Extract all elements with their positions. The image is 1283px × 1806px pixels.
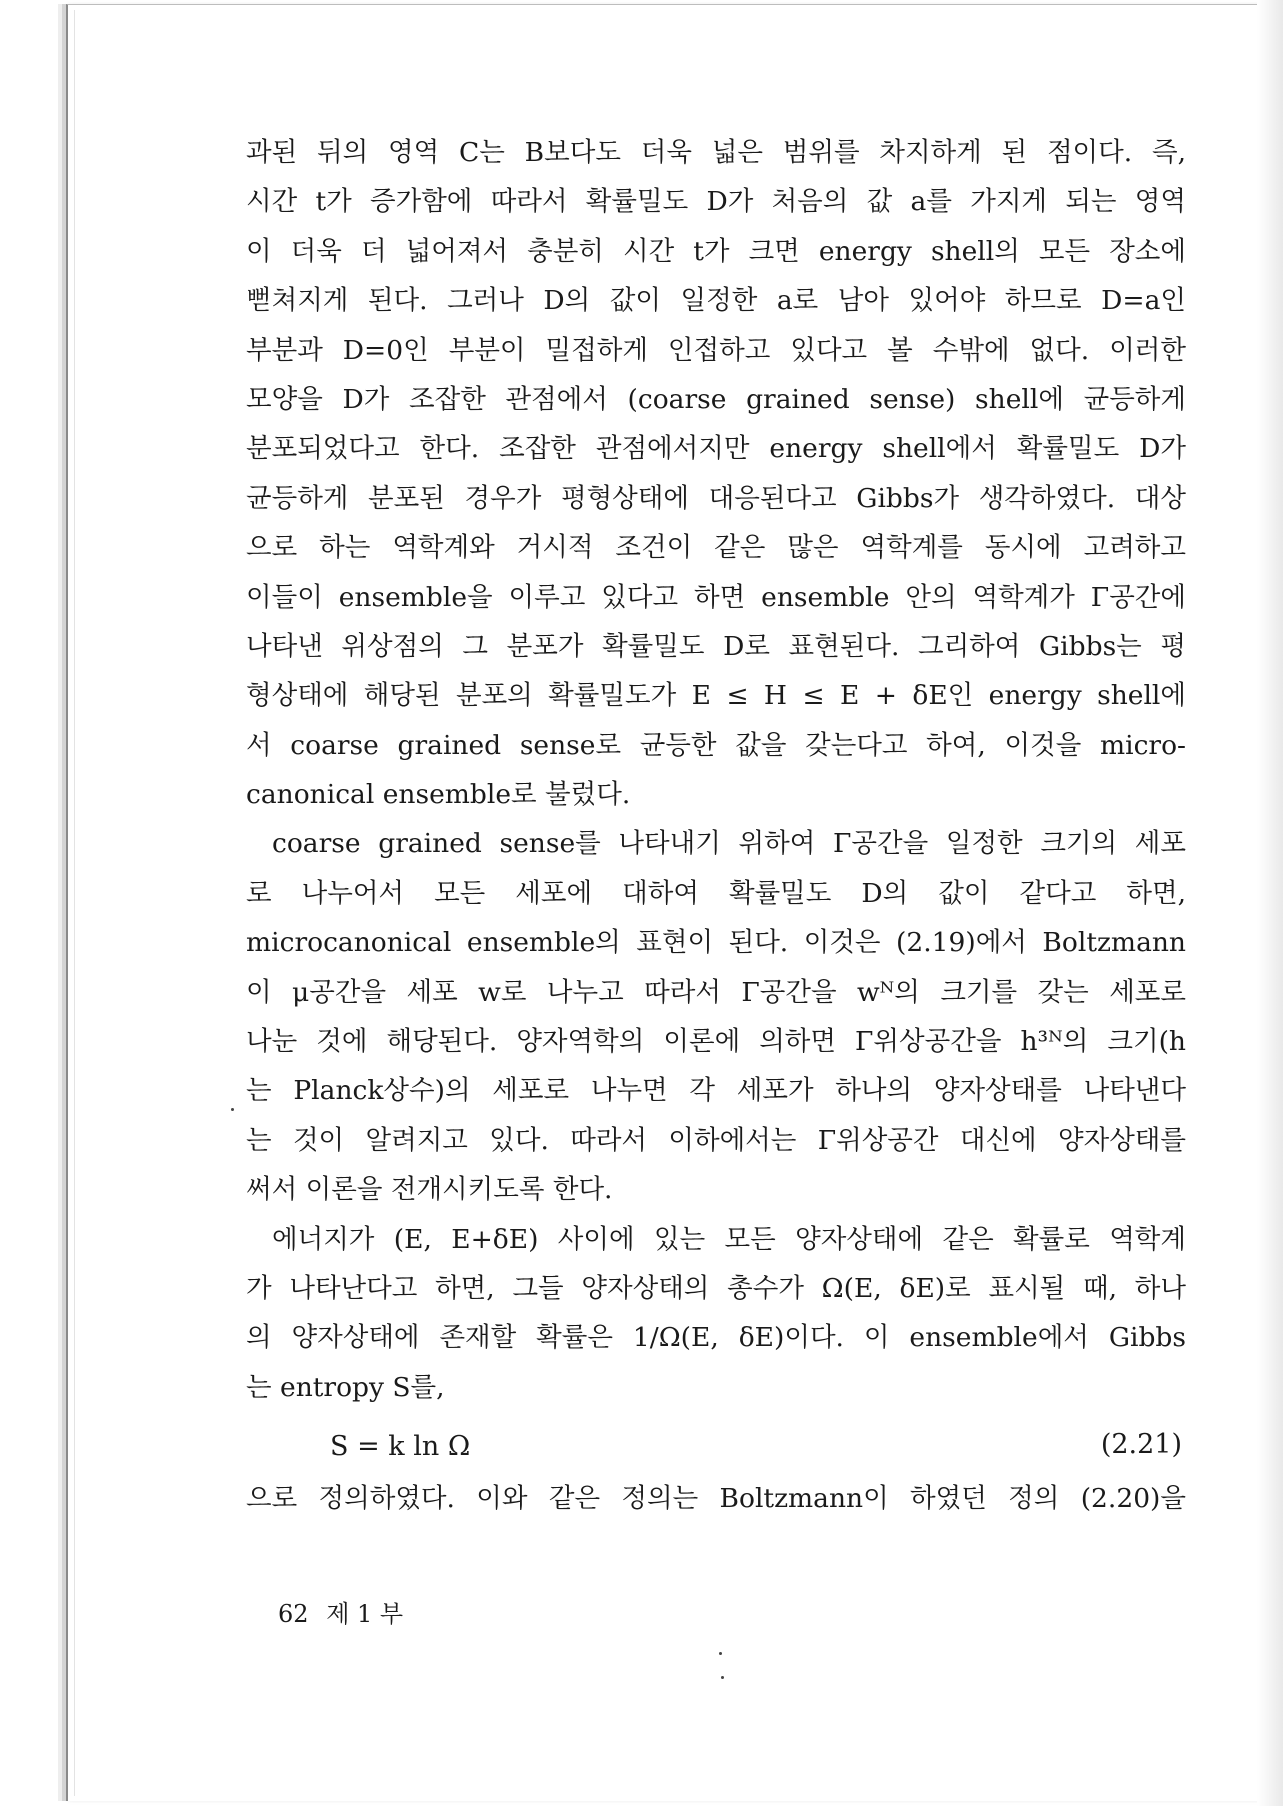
text-line: 형상태에 해당된 분포의 확률밀도가 E ≤ H ≤ E + δE인 energy shell에 xyxy=(246,680,1186,712)
text-line: microcanonical ensemble의 표현이 된다. 이것은 (2.19)에서 Boltzmann xyxy=(246,927,1186,959)
equation-expression: S = k ln Ω xyxy=(330,1431,471,1463)
text-line: 이 μ공간을 세포 w로 나누고 따라서 Γ공간을 wᴺ의 크기를 갖는 세포로 xyxy=(246,976,1186,1008)
part-label: 제 1 부 xyxy=(326,1600,404,1628)
text-line: 서 coarse grained sense로 균등한 값을 갖는다고 하여, 이것을 micro- xyxy=(246,729,1186,761)
text-line: canonical ensemble로 불렀다. xyxy=(246,779,631,811)
text-line: 나눈 것에 해당된다. 양자역학의 이론에 의하면 Γ위상공간을 h³ᴺ의 크기(h xyxy=(246,1026,1186,1058)
text-line: 의 양자상태에 존재할 확률은 1/Ω(E, δE)이다. 이 ensemble에서 Gibbs xyxy=(246,1322,1186,1354)
text-line: 써서 이론을 전개시키도록 한다. xyxy=(246,1174,613,1206)
text-line: 나타낸 위상점의 그 분포가 확률밀도 D로 표현된다. 그리하여 Gibbs는 평 xyxy=(246,630,1186,662)
paragraph-2 xyxy=(246,819,1186,1214)
page-number: 62 xyxy=(278,1600,309,1628)
text-line: 는 Planck상수)의 세포로 나누면 각 세포가 하나의 양자상태를 나타낸다 xyxy=(246,1075,1186,1107)
scan-speck xyxy=(231,1108,234,1111)
paragraph-1 xyxy=(246,128,1186,819)
text-line: 에너지가 (E, E+δE) 사이에 있는 모든 양자상태에 같은 확률로 역학계 xyxy=(272,1223,1186,1255)
text-line: 는 것이 알려지고 있다. 따라서 이하에서는 Γ위상공간 대신에 양자상태를 xyxy=(246,1124,1186,1156)
page-right-shadow xyxy=(1257,0,1283,1806)
text-line: 이들이 ensemble을 이루고 있다고 하면 ensemble 안의 역학계가 Γ공간에 xyxy=(246,581,1186,613)
equation-2-21 xyxy=(246,1412,1186,1474)
body-text xyxy=(246,128,1186,1524)
page-edge-line xyxy=(74,10,75,1796)
text-line: 으로 하는 역학계와 거시적 조건이 같은 많은 역학계를 동시에 고려하고 xyxy=(246,532,1186,564)
page-footer xyxy=(278,1594,403,1629)
text-line: 분포되었다고 한다. 조잡한 관점에서지만 energy shell에서 확률밀도 D가 xyxy=(246,433,1186,465)
text-line: 균등하게 분포된 경우가 평형상태에 대응된다고 Gibbs가 생각하였다. 대상 xyxy=(246,482,1186,514)
text-line: 뻗쳐지게 된다. 그러나 D의 값이 일정한 a로 남아 있어야 하므로 D=a인 xyxy=(246,285,1186,317)
paragraph-3 xyxy=(246,1215,1186,1413)
text-line: 이 더욱 더 넓어져서 충분히 시간 t가 크면 energy shell의 모든 장소에 xyxy=(246,235,1186,267)
text-line: 과된 뒤의 영역 C는 B보다도 더욱 넓은 범위를 차지하게 된 점이다. 즉, xyxy=(246,137,1186,168)
text-line: 부분과 D=0인 부분이 밀접하게 인접하고 있다고 볼 수밖에 없다. 이러한 xyxy=(246,334,1186,366)
text-line: 는 entropy S를, xyxy=(246,1371,445,1403)
text-line: 가 나타난다고 하면, 그들 양자상태의 총수가 Ω(E, δE)로 표시될 때, 하나 xyxy=(246,1272,1186,1304)
closing-line: 으로 정의하였다. 이와 같은 정의는 Boltzmann이 하였던 정의 (2.20)을 xyxy=(246,1483,1186,1515)
text-line: 로 나누어서 모든 세포에 대하여 확률밀도 D의 값이 같다고 하면, xyxy=(246,877,1186,909)
text-line: 모양을 D가 조잡한 관점에서 (coarse grained sense) shell에 균등하게 xyxy=(246,383,1186,415)
scan-speck xyxy=(721,1676,724,1679)
text-line: coarse grained sense를 나타내기 위하여 Γ공간을 일정한 크기의 세포 xyxy=(272,828,1186,860)
text-line: 시간 t가 증가함에 따라서 확률밀도 D가 처음의 값 a를 가지게 되는 영역 xyxy=(246,186,1186,218)
scan-speck xyxy=(719,1652,722,1655)
equation-number: (2.21) xyxy=(1100,1429,1182,1461)
